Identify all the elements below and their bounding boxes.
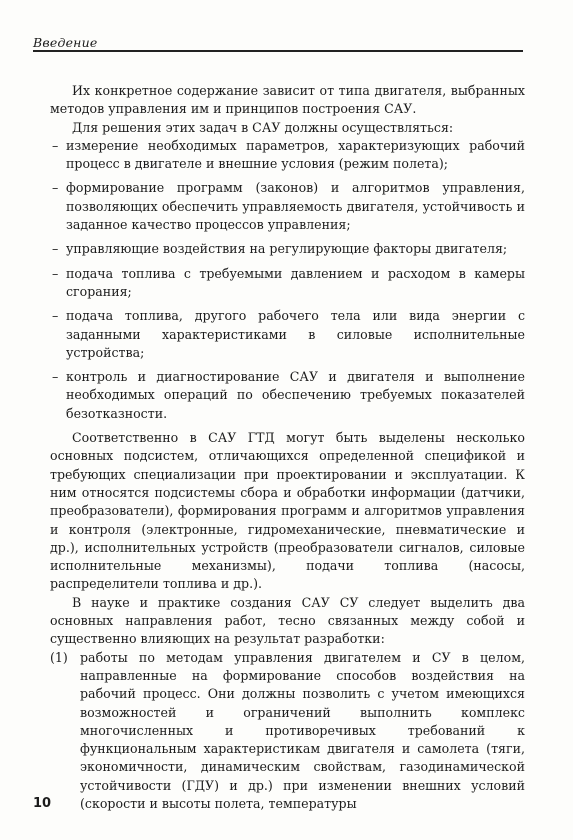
page-number: 10 [33,796,52,811]
dash-bullet: – [52,137,59,153]
dash-bullet: – [52,265,59,281]
paragraph-list-lead: Для решения этих задач в САУ должны осуществляться: [72,119,454,135]
dash-list [50,137,525,423]
dash-item-text: формирование программ (законов) и алгоритмов управления, позволяющих обеспечить управляемость двигателя, устойчивость и заданное качество процессов управления; [66,180,525,233]
dash-item-text: измерение необходимых параметров, характеризующих рабочий процесс в двигателе и внешние условия (режим полета); [66,137,525,172]
numbered-list [50,649,525,814]
running-head: Введение [33,35,98,50]
dash-list-item [50,179,525,234]
item-number: (1) [50,649,68,665]
dash-list-item [50,368,525,423]
dash-item-text: подача топлива с требуемыми давлением и расходом в камеры сгорания; [66,265,525,299]
paragraph-subsystems: Соответственно в САУ ГТД могут быть выделены несколько основных подсистем, отличающихся определенной спецификой и требующих специализации при проектировании и эксплуатации. К ним относятся подсистемы сбора и обработки информации (датчики, преобразователи), формирования программ и алгоритмов управления и контроля (электронные, гидромеханические, пневматические и др.), исполнительных устройств (преобразователи сигналов, силовые исполнительные механизмы), подачи топлива (насосы, распределители топлива и др.). [50,430,525,592]
dash-item-text: контроль и диагностирование САУ и двигателя и выполнение необходимых операций по обеспечению требуемых показателей безотказности. [66,369,525,421]
numbered-list-item [50,649,525,814]
dash-list-item [50,137,525,174]
numbered-item-text: работы по методам управления двигателем и СУ в целом, направленные на формирование способов воздействия на рабочий процесс. Они должны позволить с учетом имеющихся возможностей и ограничений выполнить комплекс многочисленных и противоречивых требований к функциональным характеристикам двигателя и самолета (тяги, экономичности, динамическим свойствам, газодинамической устойчивости (ГДУ) и др.) при изменении внешних условий (скорости и высоты полета, температуры [80,649,525,811]
dash-bullet: – [52,308,59,324]
dash-list-item [50,307,525,362]
page-body [50,82,525,813]
dash-bullet: – [52,241,59,257]
header-rule [33,50,523,52]
dash-item-text: подача топлива, другого рабочего тела или вида энергии с заданными характеристиками в силовые исполнительные устройства; [66,308,525,360]
dash-list-item [50,240,525,258]
dash-item-text: управляющие воздействия на регулирующие факторы двигателя; [66,241,508,257]
dash-bullet: – [52,369,59,385]
dash-list-item [50,265,525,302]
paragraph-intro: Их конкретное содержание зависит от типа двигателя, выбранных методов управления им и принципов построения САУ. [50,83,525,117]
dash-bullet: – [52,180,59,196]
paragraph-directions: В науке и практике создания САУ СУ следует выделить два основных направления работ, тесно связанных между собой и существенно влияющих на результат разработки: [50,594,525,647]
